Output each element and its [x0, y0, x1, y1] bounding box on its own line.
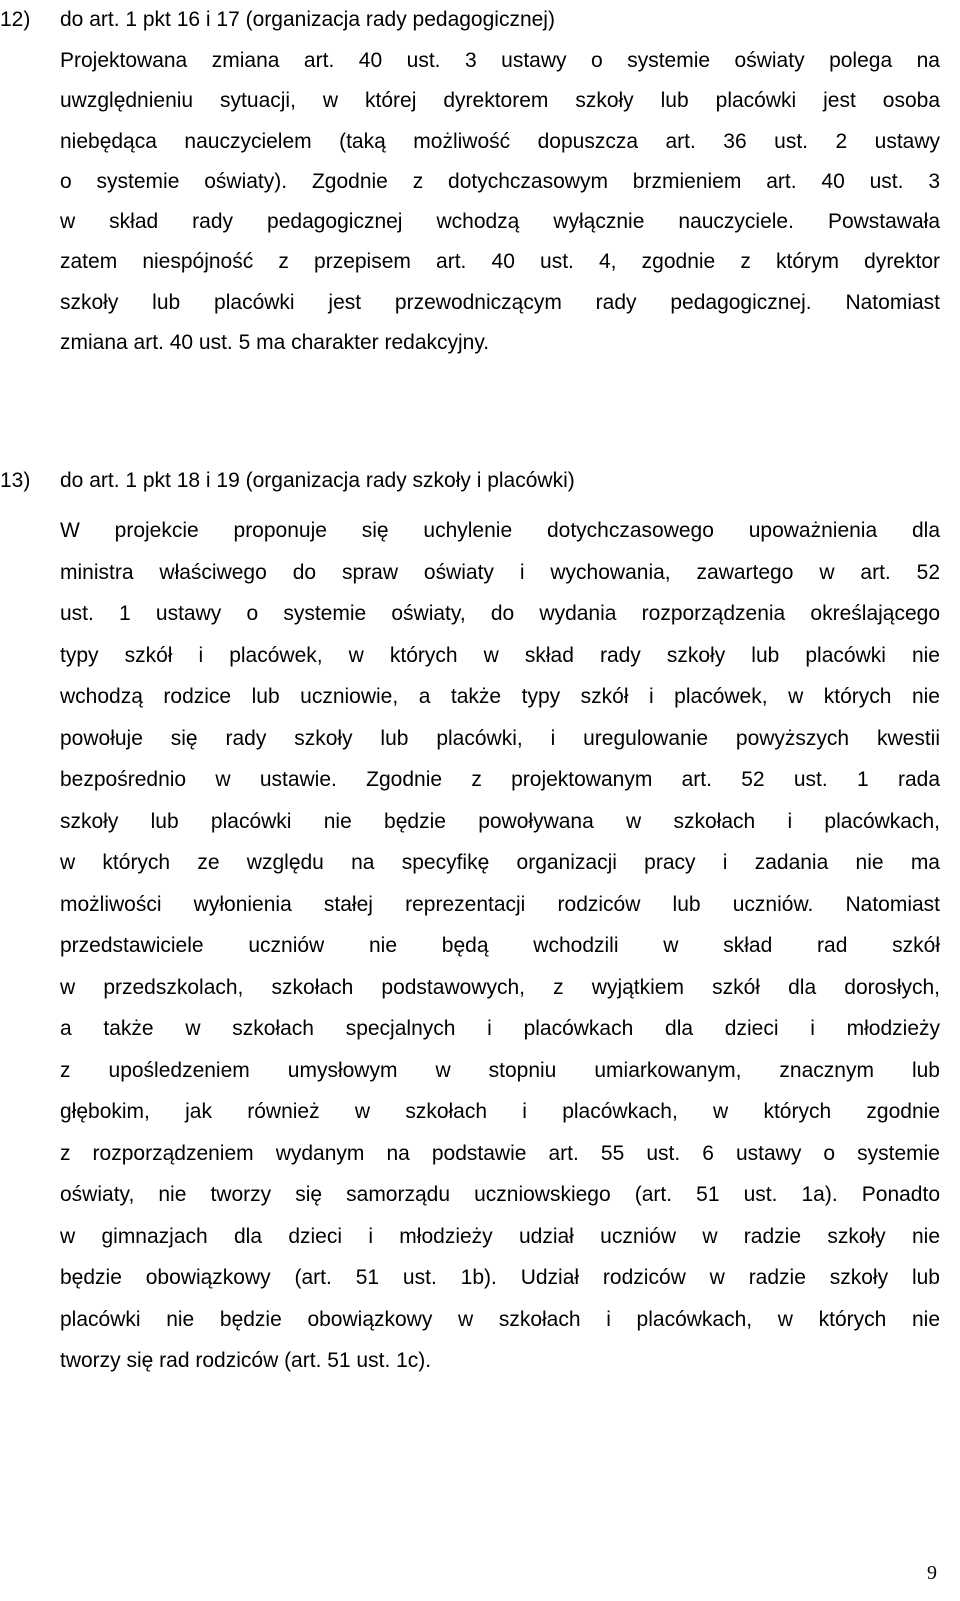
paragraph-line: W projekcie proponuje się uchylenie dotychczasowego upoważnienia dla: [60, 519, 940, 542]
section-number: 13): [0, 469, 31, 492]
section-number: 12): [0, 8, 31, 31]
paragraph-line: szkoły lub placówki nie będzie powoływana w szkołach i placówkach,: [60, 809, 940, 833]
section-heading: [0, 461, 960, 501]
paragraph-line: typy szkół i placówek, w których w skład rady szkoły lub placówki nie: [60, 643, 940, 667]
section-paragraph: [60, 41, 940, 363]
paragraph-line: z rozporządzeniem wydanym na podstawie art. 55 ust. 6 ustawy o systemie: [60, 1141, 940, 1165]
section-heading: [0, 0, 960, 40]
section-13: [0, 461, 960, 1382]
paragraph-line: będzie obowiązkowy (art. 51 ust. 1b). Udział rodziców w radzie szkoły lub: [60, 1266, 940, 1289]
paragraph-line: powołuje się rady szkoły lub placówki, i uregulowanie powyższych kwestii: [60, 726, 940, 750]
paragraph-line: o systemie oświaty). Zgodnie z dotychczasowym brzmieniem art. 40 ust. 3: [60, 169, 940, 193]
paragraph-line: przedstawiciele uczniów nie będą wchodzili w skład rad szkół: [60, 934, 940, 957]
paragraph-line: niebędąca nauczycielem (taką możliwość dopuszcza art. 36 ust. 2 ustawy: [60, 129, 940, 153]
paragraph-line: w gimnazjach dla dzieci i młodzieży udział uczniów w radzie szkoły nie: [60, 1224, 940, 1248]
paragraph-line: bezpośrednio w ustawie. Zgodnie z projektowanym art. 52 ust. 1 rada: [60, 768, 940, 791]
paragraph-line: wchodzą rodzice lub uczniowie, a także typy szkół i placówek, w których nie: [60, 685, 940, 708]
section-title: do art. 1 pkt 18 i 19 (organizacja rady szkoły i placówki): [60, 469, 575, 492]
section-12: [0, 0, 960, 363]
paragraph-line: możliwości wyłonienia stałej reprezentacji rodziców lub uczniów. Natomiast: [60, 892, 940, 916]
page-number: 9: [927, 1562, 937, 1584]
section-paragraph: [60, 510, 940, 1382]
paragraph-line: w których ze względu na specyfikę organizacji pracy i zadania nie ma: [60, 851, 940, 874]
paragraph-line: zatem niespójność z przepisem art. 40 ust. 4, zgodnie z którym dyrektor: [60, 250, 940, 274]
paragraph-line: szkoły lub placówki jest przewodniczącym rady pedagogicznej. Natomiast: [60, 290, 940, 314]
paragraph-line: ministra właściwego do spraw oświaty i wychowania, zawartego w art. 52: [60, 560, 940, 584]
paragraph-line: tworzy się rad rodziców (art. 51 ust. 1c).: [60, 1349, 432, 1372]
paragraph-line: oświaty, nie tworzy się samorządu uczniowskiego (art. 51 ust. 1a). Ponadto: [60, 1183, 940, 1206]
paragraph-line: zmiana art. 40 ust. 5 ma charakter redakcyjny.: [60, 331, 490, 355]
paragraph-line: Projektowana zmiana art. 40 ust. 3 ustawy o systemie oświaty polega na: [60, 49, 940, 72]
paragraph-line: z upośledzeniem umysłowym w stopniu umiarkowanym, znacznym lub: [60, 1058, 940, 1082]
section-title: do art. 1 pkt 16 i 17 (organizacja rady pedagogicznej): [60, 8, 555, 31]
paragraph-line: w przedszkolach, szkołach podstawowych, z wyjątkiem szkół dla dorosłych,: [60, 975, 940, 999]
paragraph-line: głębokim, jak również w szkołach i placówkach, w których zgodnie: [60, 1100, 940, 1123]
paragraph-line: ust. 1 ustawy o systemie oświaty, do wydania rozporządzenia określającego: [60, 602, 940, 625]
paragraph-line: a także w szkołach specjalnych i placówkach dla dzieci i młodzieży: [60, 1017, 940, 1040]
paragraph-line: uwzględnieniu sytuacji, w której dyrektorem szkoły lub placówki jest osoba: [60, 89, 940, 113]
paragraph-line: placówki nie będzie obowiązkowy w szkołach i placówkach, w których nie: [60, 1307, 940, 1331]
paragraph-line: w skład rady pedagogicznej wchodzą wyłącznie nauczyciele. Powstawała: [60, 210, 940, 234]
